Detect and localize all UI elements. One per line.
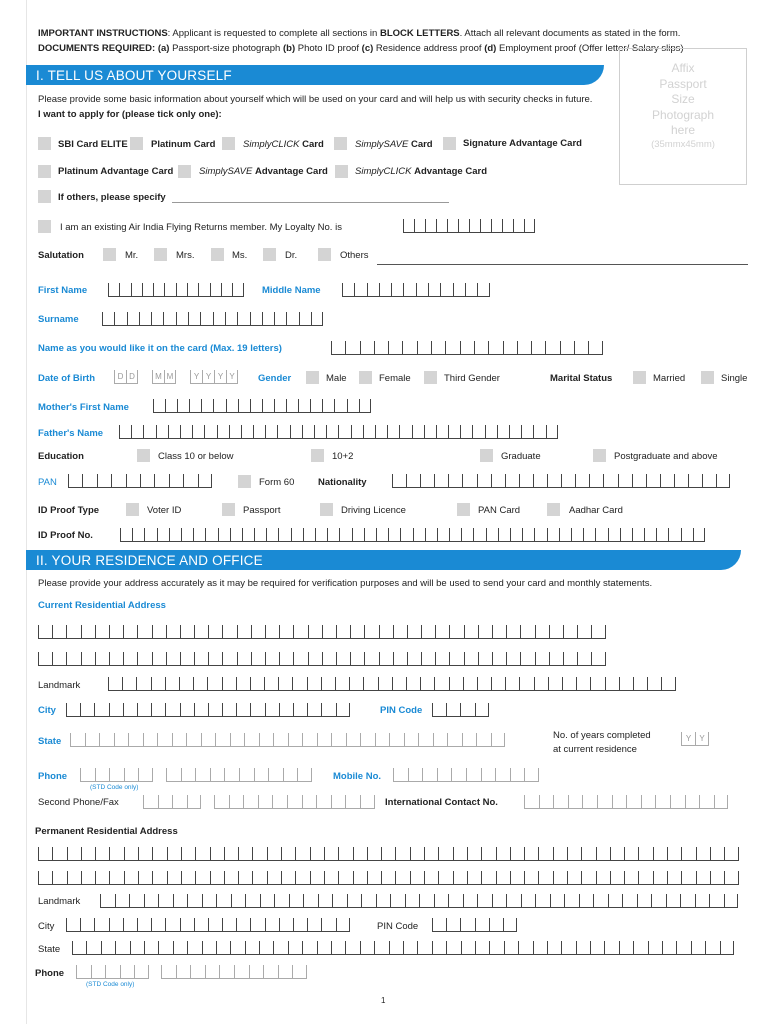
permanent-phone-label: Phone xyxy=(35,968,65,979)
checkbox-others-card[interactable] xyxy=(38,190,51,203)
permanent-city-input[interactable] xyxy=(66,918,350,932)
label-signature-advantage-card: Signature Advantage Card xyxy=(463,138,582,149)
permanent-state-input[interactable] xyxy=(72,941,734,955)
years-placeholder: Y xyxy=(695,732,709,745)
checkbox-third-gender[interactable] xyxy=(424,371,437,384)
city-label: City xyxy=(38,705,56,716)
section-1-intro: Please provide some basic information about yourself which will be used on your card and will help us with security checks in future. xyxy=(38,94,593,105)
checkbox-simplyclick-advantage-card[interactable] xyxy=(335,165,348,178)
first-name-input[interactable] xyxy=(108,283,244,297)
permanent-pin-input[interactable] xyxy=(432,918,517,932)
label-sbi-card-elite: SBI Card ELITE xyxy=(58,139,128,150)
documents-required: DOCUMENTS REQUIRED: (a) Passport-size photograph (b) Photo ID proof (c) Residence address proof (d) Employment proof (Offer letter/ Salary slips) xyxy=(38,43,684,54)
landmark-input[interactable] xyxy=(108,677,676,691)
dob-year-placeholder: Y xyxy=(202,370,214,383)
id-proof-no-label: ID Proof No. xyxy=(38,530,93,541)
checkbox-aadhar-card[interactable] xyxy=(547,503,560,516)
checkbox-air-india-member[interactable] xyxy=(38,220,51,233)
dob-day-placeholder: D xyxy=(114,370,126,383)
checkbox-single[interactable] xyxy=(701,371,714,384)
label-postgraduate: Postgraduate and above xyxy=(614,451,718,462)
checkbox-simplysave-card[interactable] xyxy=(334,137,347,150)
years-placeholder: Y xyxy=(681,732,695,745)
checkbox-married[interactable] xyxy=(633,371,646,384)
current-address-label: Current Residential Address xyxy=(38,600,166,611)
label-air-india-member: I am an existing Air India Flying Returns member. My Loyalty No. is xyxy=(60,222,342,233)
label-male: Male xyxy=(326,373,347,384)
international-contact-input[interactable] xyxy=(524,795,728,809)
surname-label: Surname xyxy=(38,314,79,325)
second-phone-number-input[interactable] xyxy=(214,795,375,809)
checkbox-simplyclick-card[interactable] xyxy=(222,137,235,150)
checkbox-driving-licence[interactable] xyxy=(320,503,333,516)
label-simplyclick-card: SimplyCLICK Card xyxy=(243,139,324,150)
permanent-address-line-2[interactable] xyxy=(38,871,739,885)
id-proof-type-label: ID Proof Type xyxy=(38,505,100,516)
label-others-salutation: Others xyxy=(340,250,369,261)
label-10-plus-2: 10+2 xyxy=(332,451,354,462)
section-2-header xyxy=(26,550,741,570)
label-platinum-advantage-card: Platinum Advantage Card xyxy=(58,166,174,177)
checkbox-simplysave-advantage-card[interactable] xyxy=(178,165,191,178)
checkbox-mrs[interactable] xyxy=(154,248,167,261)
photo-placeholder[interactable]: Affix Passport Size Photograph here (35mmx45mm) xyxy=(619,48,747,185)
label-driving-licence: Driving Licence xyxy=(341,505,406,516)
mobile-label: Mobile No. xyxy=(333,771,382,782)
label-mrs: Mrs. xyxy=(176,250,195,261)
checkbox-female[interactable] xyxy=(359,371,372,384)
pan-label: PAN xyxy=(38,477,57,488)
phone-number-input[interactable] xyxy=(166,768,312,782)
first-name-label: First Name xyxy=(38,285,88,296)
label-single: Single xyxy=(721,373,748,384)
name-on-card-label: Name as you would like it on the card (Max. 19 letters) xyxy=(38,343,282,354)
label-third-gender: Third Gender xyxy=(444,373,500,384)
phone-label: Phone xyxy=(38,771,68,782)
label-simplysave-advantage-card: SimplySAVE Advantage Card xyxy=(199,166,328,177)
permanent-city-label: City xyxy=(38,921,55,932)
label-form-60: Form 60 xyxy=(259,477,295,488)
label-pan-card: PAN Card xyxy=(478,505,521,516)
dob-month-placeholder: M xyxy=(164,370,176,383)
checkbox-platinum-advantage-card[interactable] xyxy=(38,165,51,178)
second-phone-label: Second Phone/Fax xyxy=(38,797,119,808)
checkbox-ms[interactable] xyxy=(211,248,224,261)
section-2-intro: Please provide your address accurately as it may be required for verification purposes and will be used to send your card and monthly statements. xyxy=(38,578,653,589)
middle-name-input[interactable] xyxy=(342,283,490,297)
current-address-line-2[interactable] xyxy=(38,652,606,666)
checkbox-mr[interactable] xyxy=(103,248,116,261)
label-simplysave-card: SimplySAVE Card xyxy=(355,139,433,150)
dob-day-placeholder: D xyxy=(126,370,138,383)
checkbox-dr[interactable] xyxy=(263,248,276,261)
label-others-specify: If others, please specify xyxy=(58,192,166,203)
mother-name-input[interactable] xyxy=(153,399,371,413)
permanent-state-label: State xyxy=(38,944,61,955)
phone-std-input[interactable] xyxy=(80,768,153,782)
years-at-residence-label-2: at current residence xyxy=(553,744,637,755)
pin-code-input[interactable] xyxy=(432,703,489,717)
label-married: Married xyxy=(653,373,686,384)
checkbox-graduate[interactable] xyxy=(480,449,493,462)
pan-input[interactable] xyxy=(68,474,212,488)
checkbox-others-salutation[interactable] xyxy=(318,248,331,261)
permanent-landmark-input[interactable] xyxy=(100,894,738,908)
section-2-title: II. YOUR RESIDENCE AND OFFICE xyxy=(36,553,263,568)
surname-input[interactable] xyxy=(102,312,323,326)
label-simplyclick-advantage-card: SimplyCLICK Advantage Card xyxy=(355,166,487,177)
label-platinum-card: Platinum Card xyxy=(151,139,216,150)
dob-year-input[interactable] xyxy=(190,370,238,384)
checkbox-class-10[interactable] xyxy=(137,449,150,462)
checkbox-voter-id[interactable] xyxy=(126,503,139,516)
dob-year-placeholder: Y xyxy=(190,370,202,383)
page-number: 1 xyxy=(381,996,386,1005)
nationality-label: Nationality xyxy=(318,477,367,488)
international-contact-label: International Contact No. xyxy=(385,797,498,808)
std-code-hint: (STD Code only) xyxy=(90,784,139,791)
checkbox-passport[interactable] xyxy=(222,503,235,516)
salutation-others-input[interactable] xyxy=(377,264,748,265)
education-label: Education xyxy=(38,451,84,462)
permanent-phone-std-input[interactable] xyxy=(76,965,149,979)
loyalty-number-input[interactable] xyxy=(403,219,535,233)
mother-name-label: Mother's First Name xyxy=(38,402,129,413)
apply-label: I want to apply for (please tick only one): xyxy=(38,109,222,120)
checkbox-signature-advantage-card[interactable] xyxy=(443,137,456,150)
checkbox-pan-card[interactable] xyxy=(457,503,470,516)
middle-name-label: Middle Name xyxy=(262,285,321,296)
permanent-phone-number-input[interactable] xyxy=(161,965,307,979)
permanent-address-line-1[interactable] xyxy=(38,847,739,861)
dob-year-placeholder: Y xyxy=(226,370,238,383)
current-address-line-1[interactable] xyxy=(38,625,606,639)
marital-status-label: Marital Status xyxy=(550,373,613,384)
permanent-pin-label: PIN Code xyxy=(377,921,419,932)
dob-month-placeholder: M xyxy=(152,370,164,383)
label-voter-id: Voter ID xyxy=(147,505,182,516)
label-passport: Passport xyxy=(243,505,281,516)
label-dr: Dr. xyxy=(285,250,298,261)
label-class-10: Class 10 or below xyxy=(158,451,234,462)
checkbox-postgraduate[interactable] xyxy=(593,449,606,462)
label-female: Female xyxy=(379,373,411,384)
years-at-residence-input[interactable] xyxy=(681,732,709,746)
label-mr: Mr. xyxy=(125,250,139,261)
father-name-input[interactable] xyxy=(119,425,558,439)
label-aadhar-card: Aadhar Card xyxy=(569,505,623,516)
checkbox-form-60[interactable] xyxy=(238,475,251,488)
permanent-landmark-label: Landmark xyxy=(38,896,81,907)
checkbox-10-plus-2[interactable] xyxy=(311,449,324,462)
years-at-residence-label: No. of years completed xyxy=(553,730,651,741)
father-name-label: Father's Name xyxy=(38,428,104,439)
gender-label: Gender xyxy=(258,373,292,384)
left-margin-rule xyxy=(26,0,27,1024)
nationality-input[interactable] xyxy=(392,474,730,488)
name-on-card-input[interactable] xyxy=(331,341,603,355)
permanent-address-label: Permanent Residential Address xyxy=(35,826,178,837)
landmark-label: Landmark xyxy=(38,680,81,691)
others-specify-input[interactable] xyxy=(172,202,449,203)
salutation-label: Salutation xyxy=(38,250,84,261)
city-input[interactable] xyxy=(66,703,350,717)
label-graduate: Graduate xyxy=(501,451,541,462)
dob-year-placeholder: Y xyxy=(214,370,226,383)
pin-code-label: PIN Code xyxy=(380,705,423,716)
checkbox-sbi-card-elite[interactable] xyxy=(38,137,51,150)
checkbox-platinum-card[interactable] xyxy=(130,137,143,150)
permanent-std-code-hint: (STD Code only) xyxy=(86,981,135,988)
important-instructions: IMPORTANT INSTRUCTIONS: Applicant is requested to complete all sections in BLOCK LETTERS. Attach all relevant documents as stated in the form. xyxy=(38,28,681,39)
dob-month-input[interactable] xyxy=(152,370,176,384)
section-1-header xyxy=(26,65,604,85)
id-proof-no-input[interactable] xyxy=(120,528,705,542)
dob-day-input[interactable] xyxy=(114,370,138,384)
second-phone-std-input[interactable] xyxy=(143,795,201,809)
state-label: State xyxy=(38,736,62,747)
dob-label: Date of Birth xyxy=(38,373,95,384)
mobile-input[interactable] xyxy=(393,768,539,782)
label-ms: Ms. xyxy=(232,250,248,261)
section-1-title: I. TELL US ABOUT YOURSELF xyxy=(36,68,232,83)
checkbox-male[interactable] xyxy=(306,371,319,384)
state-input[interactable] xyxy=(70,733,505,747)
